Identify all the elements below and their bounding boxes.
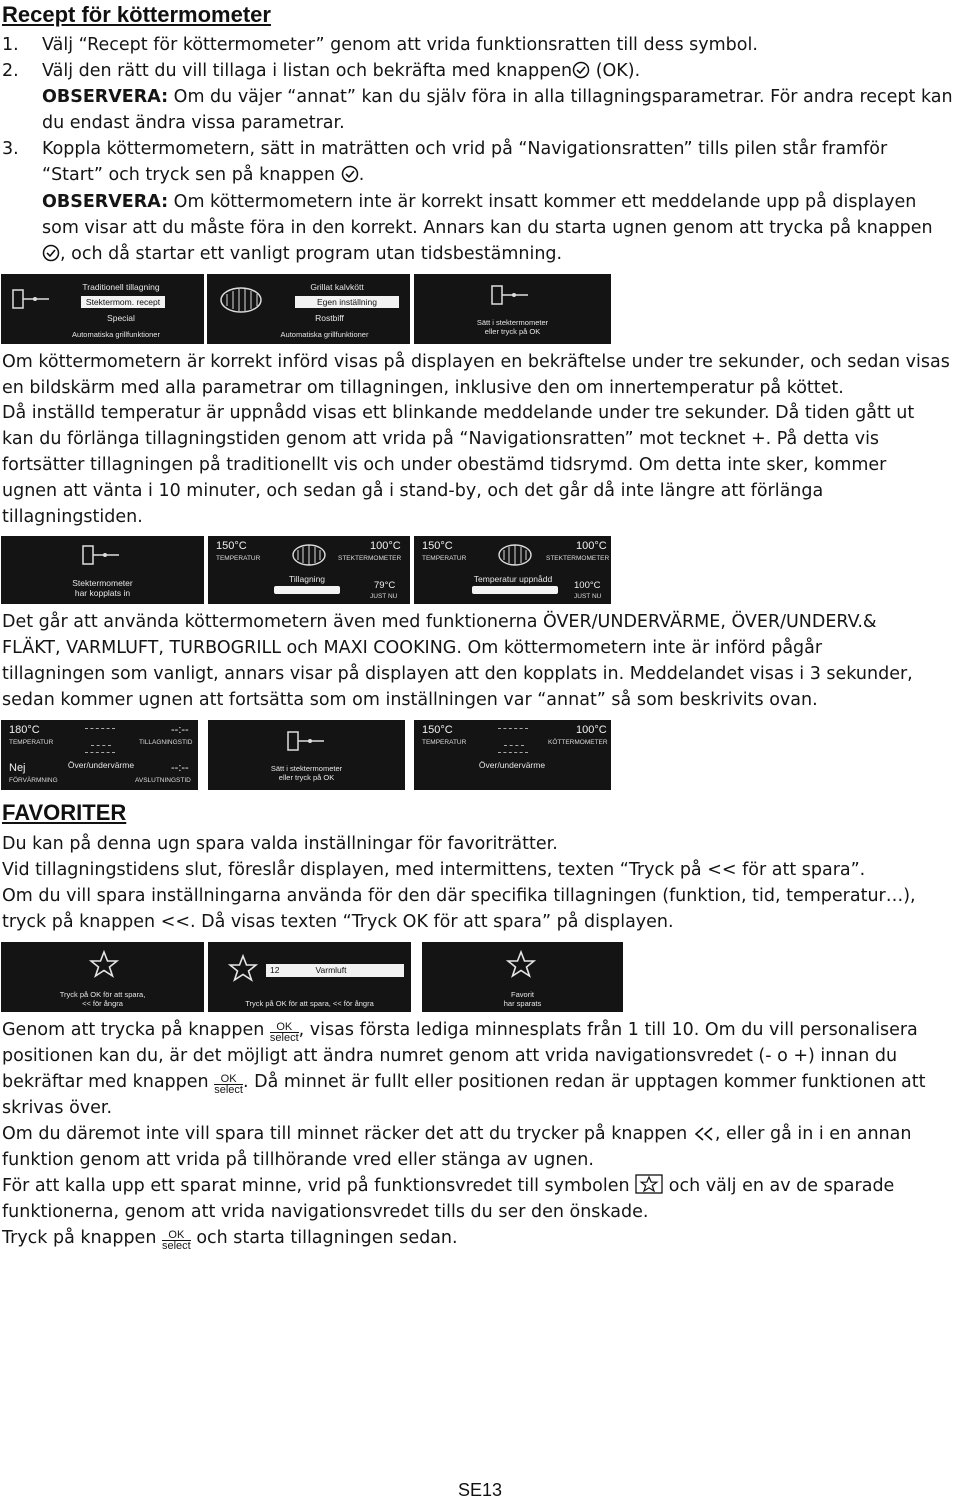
para-4-text-b: , visas första lediga minnesplats från 1 till 10. Om du vill personalisera	[298, 1020, 918, 1040]
fav-line-2: Vid tillagningstidens slut, föreslår displayen, med intermittens, texten “Tryck på << för att spara”.	[2, 860, 866, 880]
slot-number: 12	[270, 965, 280, 975]
ok-select-button-icon	[270, 1022, 299, 1043]
para-2-line-4: kan du förlänga tillagningstiden genom att vrida på “Navigationsratten” mot tecknet +. På detta vis	[2, 429, 880, 449]
oven-temp-label: TEMPERATUR	[422, 555, 467, 562]
ok-label: OK	[270, 1022, 299, 1033]
note-2-label: OBSERVERA:	[42, 192, 169, 212]
display-panel-insert-probe	[414, 274, 611, 344]
cooking-progress-bar	[274, 586, 340, 594]
list-item-1: Traditionell tillagning	[82, 282, 160, 292]
display-panel-cooking	[208, 536, 410, 604]
fav-line-3: Om du vill spara inställningarna använda för den där specifika tillagningen (funktion, tid, temperatur…),	[2, 886, 916, 906]
note-1-text: Om du väjer “annat” kan du själv föra in alla tillagningsparametrar. För andra recept kan	[173, 87, 953, 107]
fav-line-4: tryck på knappen <<. Då visas texten “Tryck OK för att spara” på displayen.	[2, 912, 674, 932]
step-2-text	[42, 58, 640, 84]
display-panel-temp-reached	[414, 536, 611, 604]
select-label: select	[162, 1240, 191, 1252]
insert-probe-line-2: eller tryck på OK	[484, 327, 541, 336]
cook-time-label: TILLAGNINGSTID	[139, 739, 193, 746]
step-number-3: 3.	[2, 139, 19, 159]
step-3-text: “Start” och tryck sen på knappen	[42, 165, 336, 185]
para-4-line-6: funktion genom att vrida på tillhörande vred eller stänga av ugnen.	[2, 1150, 594, 1170]
display-panel-save-prompt	[1, 942, 204, 1012]
list-item-4: Automatiska grillfunktioner	[72, 330, 160, 339]
end-time-value: --:--	[171, 762, 189, 774]
function-icon-mid	[504, 745, 524, 746]
para-4-text-c: bekräftar med knappen	[2, 1072, 209, 1092]
preheat-value: Nej	[9, 762, 26, 774]
note-2-text: Om köttermometern inte är korrekt insatt kommer ett meddelande upp på displayen	[173, 192, 917, 212]
para-4-text-d: . Då minnet är fullt eller positionen redan är upptagen kommer funktionen att	[242, 1072, 926, 1092]
para-4-line-4: skrivas över.	[2, 1098, 113, 1118]
ok-label: OK	[214, 1074, 243, 1085]
star-icon	[228, 954, 258, 982]
select-label: select	[269, 1032, 299, 1044]
probe-target-label: STEKTERMOMETER	[338, 555, 402, 562]
step-1-text: Välj “Recept för köttermometer” genom att vrida funktionsratten till dess symbol.	[42, 35, 758, 55]
para-4-text-i: Tryck på knappen	[2, 1228, 157, 1248]
oven-temp-value: 180°C	[9, 724, 40, 736]
note-1-label: OBSERVERA:	[42, 87, 169, 107]
para-4-text-h: och välj en av de sparade	[668, 1176, 895, 1196]
current-core-label: JUST NU	[574, 593, 602, 600]
fav-line-1: Du kan på denna ugn spara valda inställningar för favoriträtter.	[2, 834, 558, 854]
probe-target-value: 100°C	[370, 540, 401, 552]
recipe-item-selected: Egen inställning	[295, 296, 399, 308]
cook-time-value: --:--	[171, 724, 189, 736]
step-number-2: 2.	[2, 61, 19, 81]
para-4-text-g: För att kalla upp ett sparat minne, vrid på funktionsvredet till symbolen	[2, 1176, 630, 1196]
probe-target-label: KÖTTERMOMETER	[548, 739, 608, 746]
function-icon-bottom	[85, 752, 115, 753]
ok-check-icon	[341, 165, 359, 183]
para-3-line-3: tillagningen som vanligt, annars visar på displayen att den kopplats in. Meddelandet visas i 3 sekunder,	[2, 664, 913, 684]
roast-icon	[290, 542, 328, 568]
para-2-line-6: ugnen att vänta i 10 minuter, och sedan gå i stand-by, och det går då inte längre att förlänga	[2, 481, 824, 501]
star-icon	[89, 950, 119, 978]
insert-probe-line-2: eller tryck på OK	[278, 773, 335, 782]
function-icon-mid	[91, 745, 111, 746]
section-title-favorites: FAVORITER	[2, 800, 127, 825]
probe-connected-line-1: Stektermometer	[72, 578, 133, 588]
note-2-line-1	[42, 189, 916, 215]
recipe-item-4: Automatiska grillfunktioner	[280, 330, 369, 339]
meat-probe-icon	[81, 544, 121, 566]
ok-select-button-icon	[162, 1230, 191, 1251]
oven-temp-label: TEMPERATUR	[422, 739, 467, 746]
section-title-recipe: Recept för köttermometer	[2, 2, 271, 27]
oven-temp-label: TEMPERATUR	[216, 555, 261, 562]
meat-probe-icon	[286, 730, 326, 752]
para-2-line-2: en bildskärm med alla parametrar om tillagningen, inklusive den om innertemperatur på köttet.	[2, 378, 844, 398]
slot-function: Varmluft	[315, 965, 347, 975]
ok-check-icon	[42, 244, 60, 262]
preheat-label: FÖRVÄRMNING	[9, 777, 58, 784]
select-label: select	[214, 1084, 243, 1096]
favorite-saved-line-2: har sparats	[503, 999, 542, 1008]
function-name: Över/undervärme	[67, 760, 135, 770]
slot-selection	[266, 964, 404, 977]
display-panel-recipe-list	[207, 274, 410, 344]
cooking-progress-bar	[472, 586, 558, 594]
function-icon-top	[498, 728, 528, 729]
para-2-line-5: fortsätter tillagningen på traditionellt vis och under obestämd tidsrymd. Om detta inte sker, kommer	[2, 455, 887, 475]
save-prompt-line-1: Tryck på OK för att spara,	[59, 990, 146, 999]
save-slot-line: Tryck på OK för att spara, << för ångra	[245, 999, 374, 1008]
function-icon-bottom	[498, 752, 528, 753]
recipe-item-3: Rostbiff	[315, 313, 344, 323]
cooking-status: Tillagning	[288, 574, 326, 584]
display-panel-function-list	[1, 274, 204, 344]
oven-temp-value: 150°C	[422, 724, 453, 736]
oven-temp-label: TEMPERATUR	[9, 739, 54, 746]
display-panel-probe-connected	[1, 536, 204, 604]
probe-target-label: STEKTERMOMETER	[546, 555, 610, 562]
display-panel-favorite-saved	[422, 942, 623, 1012]
step-2-part-b: (OK).	[595, 61, 641, 81]
page-number: SE13	[457, 1480, 503, 1500]
para-4-line-2: positionen kan du, är det möjligt att ändra numret genom att vrida navigationsvredet (- o +) innan du	[2, 1046, 898, 1066]
probe-connected-line-2: har kopplats in	[74, 588, 131, 598]
recipe-item-1: Grillat kalvkött	[310, 282, 364, 292]
para-4-line-1	[2, 1017, 918, 1043]
current-core-label: JUST NU	[370, 593, 398, 600]
oven-temp-value: 150°C	[216, 540, 247, 552]
ok-select-button-icon	[214, 1074, 243, 1095]
display-panel-settings	[1, 720, 198, 790]
step-2-part-a: Välj den rätt du vill tillaga i listan och bekräfta med knappen	[42, 61, 573, 81]
para-4-text-j: och starta tillagningen sedan.	[196, 1228, 458, 1248]
list-item-3: Special	[107, 313, 135, 323]
para-2-line-1: Om köttermometern är korrekt införd visas på displayen en bekräftelse under tre sekunder, och sedan visas	[2, 352, 950, 372]
note-1-line-1	[42, 84, 953, 110]
note-2-text-end: , och då startar ett vanligt program utan tidsbestämning.	[60, 244, 563, 264]
para-4-line-7	[2, 1173, 894, 1199]
star-icon	[506, 950, 536, 978]
back-chevrons-icon	[693, 1126, 715, 1142]
meat-probe-icon	[490, 284, 530, 306]
para-4-text-a: Genom att trycka på knappen	[2, 1020, 265, 1040]
insert-probe-line-1: Sätt i stektermometer	[270, 764, 343, 773]
para-4-text-f: , eller gå in i en annan	[714, 1124, 912, 1144]
favorite-saved-line-1: Favorit	[511, 990, 534, 999]
meat-probe-icon	[11, 288, 51, 310]
ok-check-icon	[572, 61, 590, 79]
para-4-line-5	[2, 1121, 911, 1147]
end-time-label: AVSLUTNINGSTID	[135, 777, 191, 784]
para-2-line-7: tillagningstiden.	[2, 507, 143, 527]
step-3-line-1: Koppla köttermometern, sätt in maträtten och vrid på “Navigationsratten” tills pilen står framför	[42, 139, 888, 159]
function-icon-top	[85, 728, 115, 729]
display-panel-probe-function	[414, 720, 611, 790]
para-2-line-3: Då inställd temperatur är uppnådd visas ett blinkande meddelande under tre sekunder. Då tiden gått ut	[2, 403, 915, 423]
step-number-1: 1.	[2, 35, 19, 55]
current-core-temp: 79°C	[374, 580, 396, 591]
para-3-line-4: sedan kommer ugnen att fortsätta som om inställningen var “annat” så som beskrivits ovan.	[2, 690, 818, 710]
note-2-line-2: som visar att du måste föra in den korrekt. Annars kan du starta ugnen genom att trycka på knappen	[42, 218, 933, 238]
para-3-line-2: FLÄKT, VARMLUFT, TURBOGRILL och MAXI COOKING. Om köttermometern inte är införd pågår	[2, 638, 823, 658]
favorite-star-icon	[635, 1174, 663, 1194]
para-4-line-8: funktionerna, genom att vrida navigationsvredet tills du ser den önskade.	[2, 1202, 649, 1222]
para-4-text-e: Om du däremot inte vill spara till minnet räcker det att du trycker på knappen	[2, 1124, 688, 1144]
probe-target-value: 100°C	[576, 540, 607, 552]
list-item-selected: Stektermom. recept	[81, 296, 165, 308]
display-panel-save-slot	[208, 942, 411, 1012]
temp-reached-status: Temperatur uppnådd	[473, 574, 553, 584]
probe-target-value: 100°C	[576, 724, 607, 736]
note-2-line-3	[42, 241, 562, 267]
save-prompt-line-2: << för ångra	[82, 999, 123, 1008]
note-1-line-2: du endast ändra vissa parametrar.	[42, 113, 345, 133]
roast-icon	[217, 284, 265, 316]
display-panel-insert-probe-2	[208, 720, 405, 790]
function-name: Över/undervärme	[478, 760, 546, 770]
current-core-temp: 100°C	[574, 580, 601, 591]
step-3-line-2: “Start” och tryck sen på knappen .	[42, 165, 365, 185]
para-4-line-9	[2, 1225, 458, 1251]
insert-probe-line-1: Sätt i stektermometer	[476, 318, 549, 327]
roast-icon	[496, 542, 534, 568]
ok-label: OK	[162, 1230, 191, 1241]
oven-temp-value: 150°C	[422, 540, 453, 552]
para-4-line-3	[2, 1069, 925, 1095]
para-3-line-1: Det går att använda köttermometern även med funktionerna ÖVER/UNDERVÄRME, ÖVER/UNDERV.&	[2, 612, 877, 632]
